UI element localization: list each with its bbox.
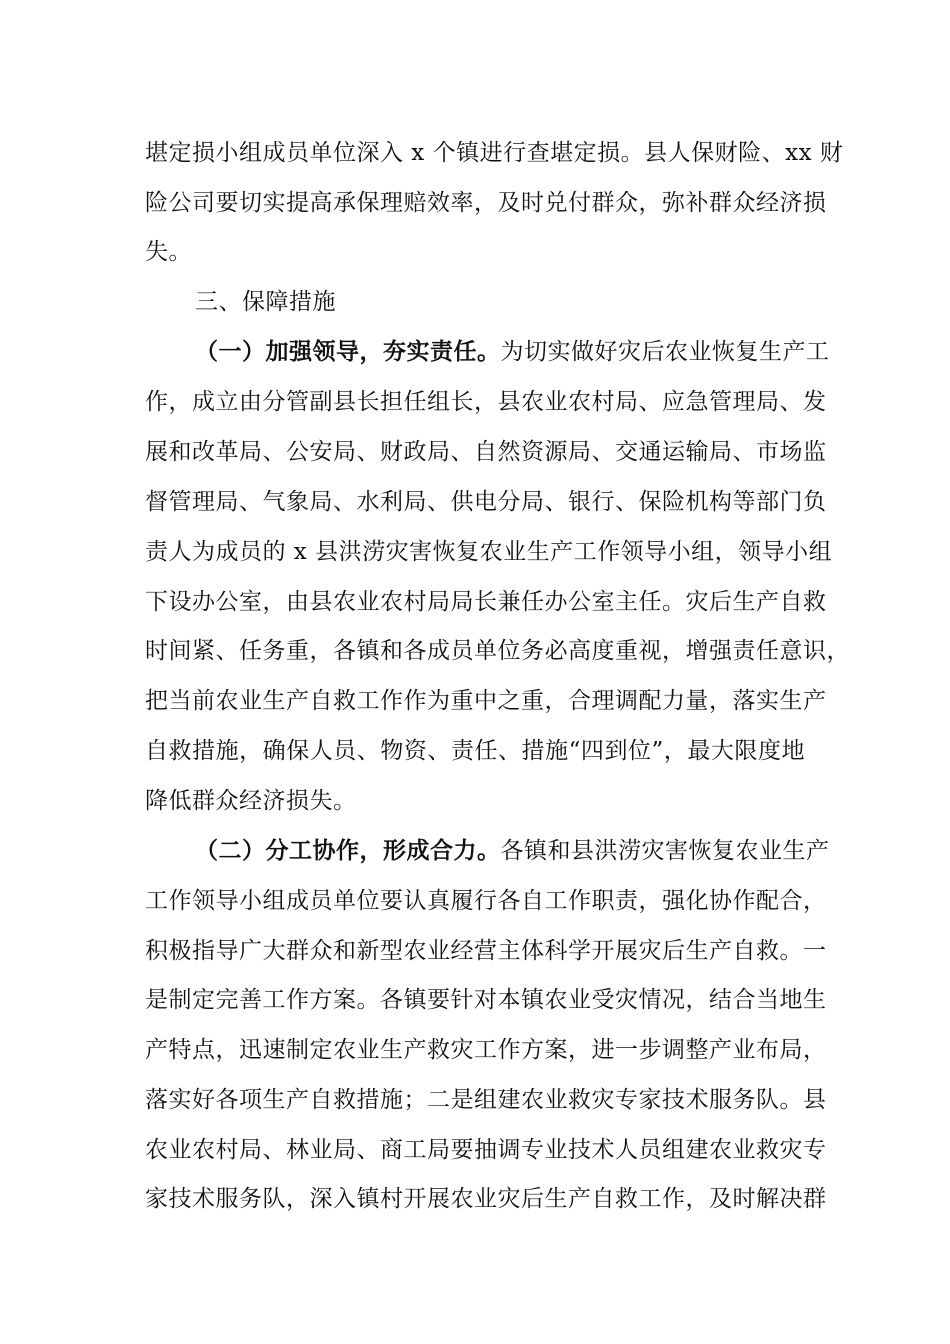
paragraph-line: 堪定损小组成员单位深入 x 个镇进行查堪定损。县人保财险、xx 财 [145,140,844,166]
paragraph-line: 时间紧、任务重，各镇和各成员单位务必高度重视，增强责任意识， [145,638,850,664]
paragraph-line [195,836,830,866]
paragraph-line: 责人为成员的 x 县洪涝灾害恢复农业生产工作领导小组，领导小组 [145,539,833,565]
bold-lead: （一）加强领导，夯实责任。 [195,338,501,365]
line-rest: 为切实做好灾后农业恢复生产工 [500,339,830,365]
paragraph-line: 把当前农业生产自救工作作为重中之重，合理调配力量，落实生产 [145,688,827,714]
paragraph-line: 降低群众经济损失。 [145,788,357,814]
paragraph-line: 失。 [145,239,192,265]
paragraph-line: 农业农村局、林业局、商工局要抽调专业技术人员组建农业救灾专 [145,1137,827,1163]
paragraph-line: 工作领导小组成员单位要认真履行各自工作职责，强化协作配合， [145,888,827,914]
paragraph-line: 是制定完善工作方案。各镇要针对本镇农业受灾情况，结合当地生 [145,987,827,1013]
paragraph-line: 险公司要切实提高承保理赔效率，及时兑付群众，弥补群众经济损 [145,190,827,216]
line-rest: 各镇和县洪涝灾害恢复农业生产 [500,838,830,864]
section-heading: 三、保障措施 [195,289,336,315]
paragraph-line: 家技术服务队，深入镇村开展农业灾后生产自救工作，及时解决群 [145,1186,827,1212]
paragraph-line [195,337,830,367]
paragraph-line: 作，成立由分管副县长担任组长，县农业农村局、应急管理局、发 [145,389,827,415]
paragraph-line: 督管理局、气象局、水利局、供电分局、银行、保险机构等部门负 [145,489,827,515]
bold-lead: （二）分工协作，形成合力。 [195,837,501,864]
paragraph-line: 产特点，迅速制定农业生产救灾工作方案，进一步调整产业布局， [145,1037,827,1063]
paragraph-line: 积极指导广大群众和新型农业经营主体科学开展灾后生产自救。一 [145,938,827,964]
paragraph-line: 展和改革局、公安局、财政局、自然资源局、交通运输局、市场监 [145,439,827,465]
paragraph-line: 下设办公室，由县农业农村局局长兼任办公室主任。灾后生产自救 [145,589,827,615]
paragraph-line: 落实好各项生产自救措施；二是组建农业救灾专家技术服务队。县 [145,1087,827,1113]
paragraph-line: 自救措施，确保人员、物资、责任、措施“四到位”，最大限度地 [145,738,805,764]
